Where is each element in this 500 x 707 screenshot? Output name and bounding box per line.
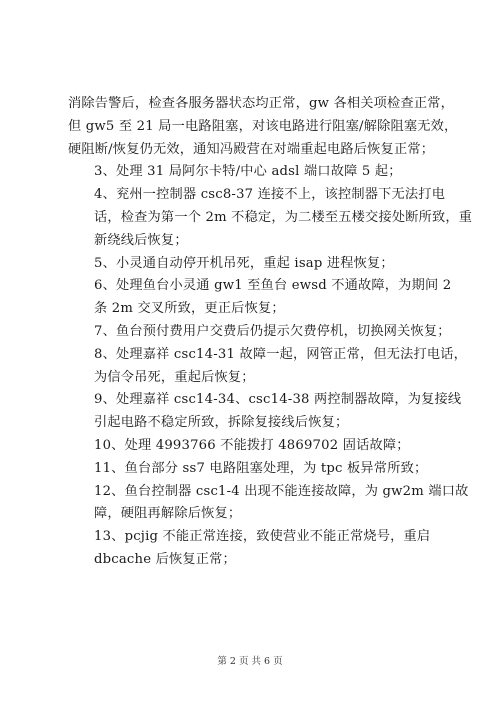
text-line: 消除告警后，检查各服务器状态均正常，gw 各相关项检查正常， bbox=[68, 96, 454, 111]
text-line: 引起电路不稳定所致，拆除复接线后恢复； bbox=[94, 415, 349, 431]
text-line: 12、鱼台控制器 csc1-4 出现不能连接故障，为 gw2m 端口故 bbox=[94, 483, 469, 499]
text-line: 话，检查为第一个 2m 不稳定，为二楼至五楼交接处断所致，重 bbox=[94, 209, 473, 225]
text-line: 5、小灵通自动停开机吊死，重起 isap 进程恢复； bbox=[94, 255, 394, 271]
text-line: 硬阻断/恢复仍无效，通知冯殿营在对端重起电路后恢复正常； bbox=[68, 141, 435, 157]
text-line: 8、处理嘉祥 csc14-31 故障一起，网管正常，但无法打电话， bbox=[94, 346, 468, 362]
text-line: 障，硬阻再解除后恢复； bbox=[94, 506, 242, 522]
paragraph bbox=[68, 275, 452, 321]
text-line: 但 gw5 至 21 局一电路阻塞，对该电路进行阻塞/解除阻塞无效， bbox=[68, 118, 458, 134]
text-line: 7、鱼台预付费用户交费后仍提示欠费停机，切换网关恢复； bbox=[94, 323, 451, 339]
document-body bbox=[68, 93, 473, 572]
page-footer: 第 2 页 共 6 页 bbox=[217, 656, 283, 667]
paragraph bbox=[68, 344, 468, 390]
paragraph bbox=[68, 435, 440, 458]
paragraph bbox=[68, 458, 440, 481]
text-line: 条 2m 交叉所致，更正后恢复； bbox=[94, 301, 285, 317]
text-line: 10、处理 4993766 不能拨打 4869702 固话故障； bbox=[94, 437, 410, 453]
paragraph bbox=[68, 481, 469, 527]
paragraph bbox=[68, 389, 462, 435]
text-line: dbcache 后恢复正常； bbox=[94, 551, 236, 567]
text-line: 新绕线后恢复； bbox=[94, 232, 188, 248]
text-line: 3、处理 31 局阿尔卡特/中心 adsl 端口故障 5 起； bbox=[94, 164, 402, 180]
paragraph bbox=[68, 93, 458, 161]
text-line: 为信令吊死，重起后恢复； bbox=[94, 369, 255, 385]
text-line: 4、兖州一控制器 csc8-37 连接不上，该控制器下无法打电 bbox=[94, 187, 446, 203]
paragraph bbox=[68, 526, 440, 572]
paragraph bbox=[68, 161, 440, 184]
paragraph bbox=[68, 253, 440, 276]
text-line: 6、处理鱼台小灵通 gw1 至鱼台 ewsd 不通故障，为期间 2 bbox=[94, 278, 452, 294]
text-line: 11、鱼台部分 ss7 电路阻塞处理，为 tpc 板异常所致； bbox=[94, 460, 428, 476]
text-line: 9、处理嘉祥 csc14-34、csc14-38 两控制器故障，为复接线 bbox=[94, 392, 462, 408]
paragraph bbox=[68, 184, 473, 252]
text-line: 13、pcjig 不能正常连接，致使营业不能正常烧号，重启 bbox=[94, 529, 431, 545]
paragraph bbox=[68, 321, 451, 344]
